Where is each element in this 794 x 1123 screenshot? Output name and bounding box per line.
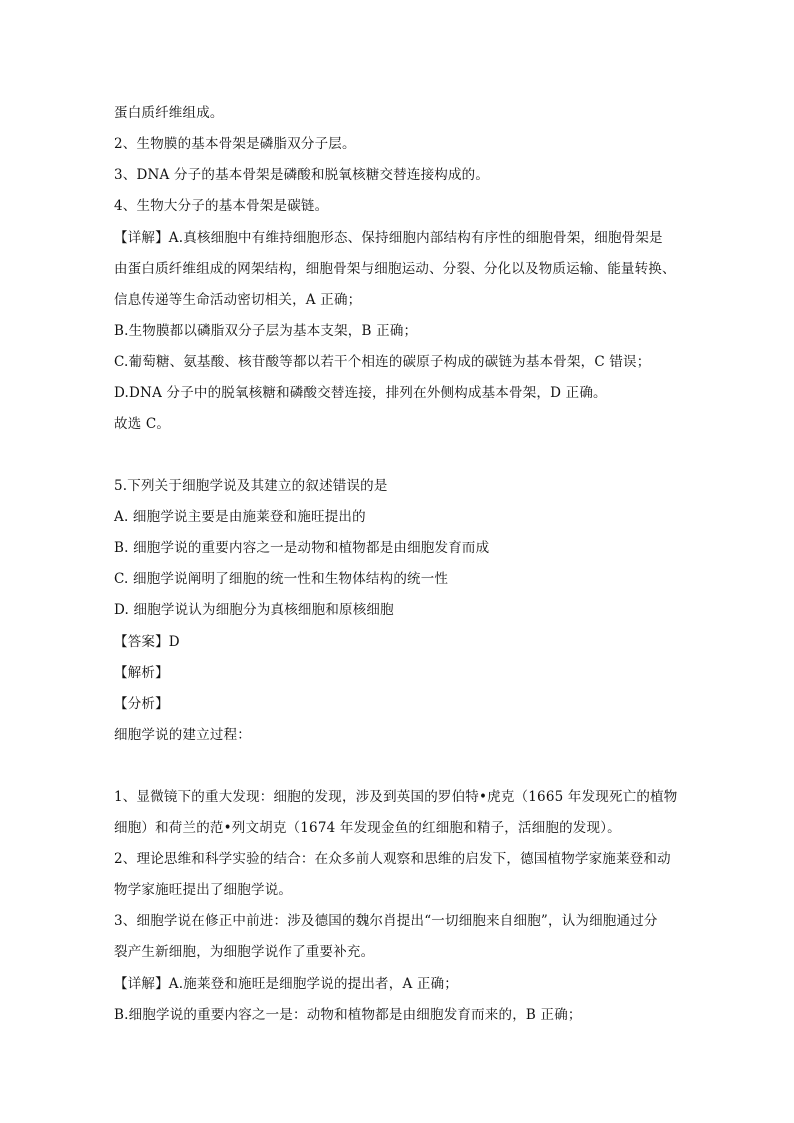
process-point-2: 2、理论思维和科学实验的结合：在众多前人观察和思维的启发下，德国植物学家施莱登和动 [114,851,671,867]
choice-conclusion: 故选 C。 [114,416,171,432]
process-point-1-cont: 细胞）和荷兰的范•列文胡克（1674 年发现金鱼的红细胞和精子，活细胞的发现）。 [114,820,621,836]
text-line: 2、生物膜的基本骨架是磷脂双分子层。 [114,136,356,152]
process-point-3: 3、细胞学说在修正中前进：涉及德国的魏尔肖提出“一切细胞来自细胞”，认为细胞通过分 [114,913,658,929]
detail-option-b: B.生物膜都以磷脂双分子层为基本支架，B 正确； [114,323,418,339]
option-a: A. 细胞学说主要是由施莱登和施旺提出的 [114,509,366,525]
process-point-1: 1、显微镜下的重大发现：细胞的发现，涉及到英国的罗伯特•虎克（1665 年发现死亡的植物 [114,789,678,805]
detail-paragraph-line: 信息传递等生命活动密切相关，A 正确； [114,292,362,308]
text-line: 4、生物大分子的基本骨架是碳链。 [114,198,329,214]
fenxi-label: 【分析】 [114,696,169,712]
answer-label: 【答案】D [114,634,180,650]
option-b: B. 细胞学说的重要内容之一是动物和植物都是由细胞发育而成 [114,540,490,556]
detail-option-d: D.DNA 分子中的脱氧核糖和磷酸交替连接，排列在外侧构成基本骨架，D 正确。 [114,385,607,401]
text-line: 蛋白质纤维组成。 [114,105,224,121]
detail-a: 【详解】A.施莱登和施旺是细胞学说的提出者，A 正确； [114,976,458,992]
question-stem: 5.下列关于细胞学说及其建立的叙述错误的是 [114,478,388,494]
detail-option-c: C.葡萄糖、氨基酸、核苷酸等都以若干个相连的碳原子构成的碳链为基本骨架，C 错误； [114,354,651,370]
text-line: 3、DNA 分子的基本骨架是磷酸和脱氧核糖交替连接构成的。 [114,167,490,183]
detail-b: B.细胞学说的重要内容之一是：动物和植物都是由细胞发育而来的，B 正确； [114,1007,582,1023]
option-c: C. 细胞学说阐明了细胞的统一性和生物体结构的统一性 [114,571,449,587]
process-point-3-cont: 裂产生新细胞，为细胞学说作了重要补充。 [114,944,375,960]
detail-paragraph-line: 由蛋白质纤维组成的网架结构，细胞骨架与细胞运动、分裂、分化以及物质运输、能量转换、 [114,261,676,277]
process-title: 细胞学说的建立过程： [114,727,251,743]
option-d: D. 细胞学说认为细胞分为真核细胞和原核细胞 [114,602,394,618]
process-point-2-cont: 物学家施旺提出了细胞学说。 [114,882,293,898]
detail-paragraph-line: 【详解】A.真核细胞中有维持细胞形态、保持细胞内部结构有序性的细胞骨架，细胞骨架是 [114,230,663,246]
analysis-label: 【解析】 [114,665,169,681]
